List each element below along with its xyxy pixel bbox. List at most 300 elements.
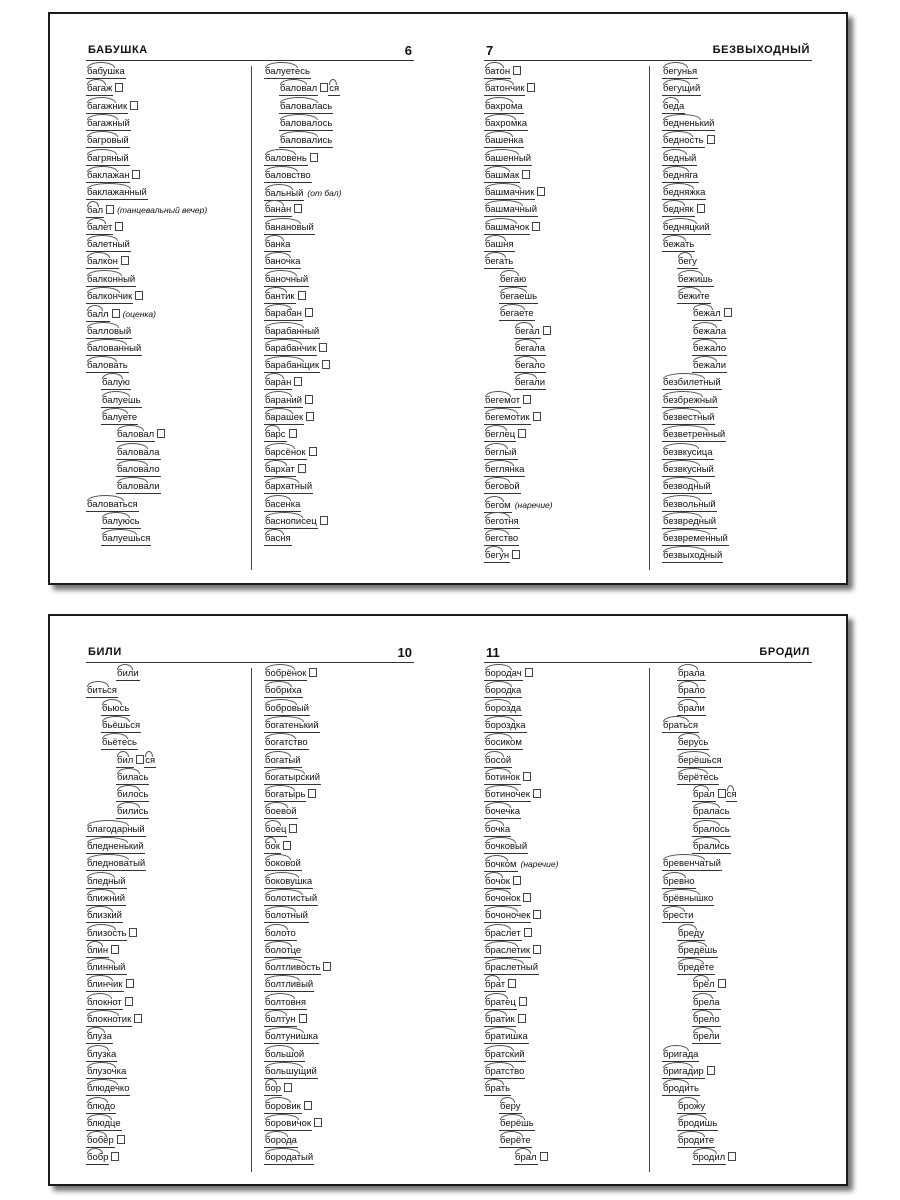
word-entry bbox=[484, 447, 518, 460]
word-text: билось bbox=[117, 789, 149, 801]
word-text: башмак bbox=[485, 169, 520, 181]
word-text: балкон bbox=[87, 256, 118, 268]
word-text: банка bbox=[265, 239, 291, 250]
word-text: бобёр bbox=[87, 1135, 114, 1147]
word-text: бледный bbox=[87, 875, 126, 887]
word-entry bbox=[662, 83, 701, 96]
word-entry bbox=[116, 772, 149, 785]
word-entry bbox=[264, 256, 301, 269]
word-text: брёвнышко bbox=[663, 892, 714, 904]
word-text: болтунишка bbox=[265, 1031, 319, 1043]
word-entry bbox=[677, 274, 714, 287]
null-ending-box bbox=[523, 893, 531, 902]
word-entry bbox=[86, 170, 140, 183]
word-entry bbox=[101, 377, 131, 390]
word-entry bbox=[662, 377, 722, 390]
null-ending-box bbox=[126, 979, 134, 988]
word-entry bbox=[279, 135, 333, 148]
word-text: ботинок bbox=[485, 771, 520, 783]
null-ending-box bbox=[322, 360, 330, 369]
word-text: бор bbox=[265, 1083, 282, 1095]
word-text: бежал bbox=[693, 308, 721, 320]
word-text: бородач bbox=[485, 668, 522, 679]
word-text: блузочка bbox=[87, 1065, 127, 1077]
word-text: баночка bbox=[265, 256, 301, 268]
word-entry bbox=[662, 720, 699, 733]
word-entry bbox=[86, 118, 131, 131]
page-right bbox=[484, 645, 812, 1164]
word-text: боровик bbox=[265, 1100, 301, 1112]
word-entry bbox=[116, 668, 140, 681]
word-entry bbox=[86, 962, 127, 975]
word-text: барабанный bbox=[265, 325, 320, 337]
word-entry bbox=[677, 668, 706, 681]
word-text: боковушка bbox=[265, 875, 313, 887]
word-entry bbox=[514, 343, 546, 356]
word-text: бегущий bbox=[663, 83, 701, 95]
null-ending-box bbox=[728, 1152, 736, 1161]
word-text: блинный bbox=[87, 962, 126, 974]
word-entry bbox=[264, 737, 309, 750]
null-ending-box bbox=[106, 205, 114, 214]
word-entry bbox=[264, 1014, 307, 1027]
word-entry bbox=[86, 841, 145, 854]
word-entry bbox=[662, 170, 699, 183]
word-text: брали bbox=[678, 702, 705, 714]
word-entry bbox=[264, 1066, 318, 1079]
word-text: башенка bbox=[485, 135, 524, 147]
word-entry bbox=[484, 1031, 529, 1044]
word-text: бородатый bbox=[265, 1152, 314, 1164]
word-text: большой bbox=[265, 1048, 305, 1060]
word-entry bbox=[484, 222, 540, 235]
word-text: безвкусица bbox=[663, 446, 713, 458]
word-entry bbox=[484, 395, 531, 408]
word-text: брало bbox=[678, 685, 705, 697]
null-ending-box bbox=[718, 789, 726, 798]
word-entry bbox=[677, 928, 705, 941]
page-header bbox=[86, 646, 414, 663]
word-entry bbox=[662, 429, 726, 442]
postfix-text: ся bbox=[145, 754, 156, 766]
word-entry bbox=[692, 789, 737, 802]
null-ending-box bbox=[707, 135, 715, 144]
null-ending-box bbox=[527, 83, 535, 92]
word-text: болотце bbox=[265, 944, 302, 956]
word-entry bbox=[264, 533, 292, 546]
word-entry bbox=[264, 204, 302, 217]
word-entry bbox=[86, 1066, 127, 1079]
word-entry bbox=[662, 395, 718, 408]
dictionary-spread-bottom bbox=[48, 614, 848, 1186]
null-ending-box bbox=[532, 222, 540, 231]
word-entry bbox=[264, 945, 302, 958]
word-entry bbox=[662, 464, 715, 477]
word-text: ближний bbox=[87, 892, 126, 904]
word-entry bbox=[692, 326, 727, 339]
word-text: бежите bbox=[678, 290, 710, 302]
word-text: бегало bbox=[515, 360, 546, 372]
null-ending-box bbox=[132, 170, 140, 179]
word-text: бродишь bbox=[678, 1117, 718, 1129]
word-note: (наречие) bbox=[520, 859, 559, 870]
word-text: бегом bbox=[485, 499, 511, 511]
word-entry bbox=[499, 1118, 535, 1131]
word-text: брела bbox=[693, 996, 720, 1008]
word-entry bbox=[279, 118, 333, 131]
null-ending-box bbox=[309, 447, 317, 456]
word-text: бал bbox=[87, 205, 104, 217]
word-entry bbox=[484, 1049, 526, 1062]
word-entry bbox=[662, 1083, 700, 1096]
word-text: бобровый bbox=[265, 702, 309, 714]
null-ending-box bbox=[525, 668, 533, 677]
word-text: беда bbox=[663, 100, 685, 112]
word-text: билась bbox=[117, 771, 149, 783]
null-ending-box bbox=[112, 309, 120, 318]
word-text: багряный bbox=[87, 152, 129, 164]
word-text: брёл bbox=[693, 979, 715, 991]
word-entry bbox=[86, 893, 126, 906]
word-entry bbox=[86, 997, 133, 1010]
word-entry bbox=[662, 516, 717, 529]
word-entry bbox=[662, 893, 714, 906]
word-text: босой bbox=[485, 754, 512, 766]
word-text: болтливость bbox=[265, 962, 321, 974]
word-entry bbox=[101, 516, 141, 529]
word-entry bbox=[499, 291, 538, 304]
word-entry bbox=[264, 1101, 312, 1114]
null-ending-box bbox=[305, 395, 313, 404]
word-text: безвольный bbox=[663, 498, 716, 510]
word-entry bbox=[662, 858, 722, 871]
word-text: балуешься bbox=[102, 533, 151, 545]
word-text: башня bbox=[485, 239, 514, 250]
word-text: бредёте bbox=[678, 962, 715, 974]
word-entry bbox=[101, 720, 141, 733]
word-entry bbox=[484, 533, 519, 546]
word-text: брести bbox=[663, 910, 694, 922]
word-text: басенка bbox=[265, 498, 301, 510]
word-text: богатенький bbox=[265, 719, 319, 731]
word-entry bbox=[662, 135, 715, 148]
word-text: болото bbox=[265, 927, 296, 939]
word-entry bbox=[484, 720, 527, 733]
word-entry bbox=[514, 360, 546, 373]
word-text: беглый bbox=[485, 446, 517, 458]
word-entry bbox=[662, 481, 712, 494]
word-text: безвыходный bbox=[663, 550, 723, 562]
word-text: богатый bbox=[265, 754, 301, 766]
null-ending-box bbox=[533, 910, 541, 919]
word-entry bbox=[692, 308, 732, 321]
word-note: (наречие) bbox=[514, 499, 553, 510]
word-text: барабанщик bbox=[265, 360, 320, 372]
word-entry bbox=[264, 1135, 298, 1148]
word-text: бреду bbox=[678, 927, 705, 939]
word-text: бочковый bbox=[485, 841, 528, 852]
word-entry bbox=[264, 979, 314, 992]
word-text: босиком bbox=[485, 737, 522, 749]
word-entry bbox=[86, 83, 123, 96]
word-entry bbox=[86, 945, 119, 958]
page-header bbox=[86, 44, 414, 61]
word-text: боковой bbox=[265, 858, 301, 870]
word-text: биться bbox=[87, 685, 117, 697]
word-entry bbox=[677, 1135, 715, 1148]
word-text: брат bbox=[485, 979, 506, 991]
running-headword: БАБУШКА bbox=[88, 44, 148, 56]
word-entry bbox=[499, 308, 535, 321]
word-text: бедняга bbox=[663, 169, 698, 181]
word-entry bbox=[86, 256, 129, 269]
word-entry bbox=[484, 499, 553, 513]
null-ending-box bbox=[284, 1083, 292, 1092]
word-entry bbox=[264, 481, 313, 494]
word-text: бил bbox=[117, 754, 134, 766]
word-entry bbox=[86, 66, 126, 79]
word-entry bbox=[662, 153, 697, 166]
word-text: братик bbox=[485, 1014, 515, 1025]
null-ending-box bbox=[289, 824, 297, 833]
word-text: бочонок bbox=[485, 892, 521, 904]
word-text: бахрома bbox=[485, 100, 523, 112]
word-text: боец bbox=[265, 823, 287, 835]
page-number: 7 bbox=[486, 43, 494, 58]
word-text: брать bbox=[485, 1083, 511, 1095]
word-entry bbox=[264, 153, 318, 166]
word-entry bbox=[116, 429, 165, 442]
word-text: бегали bbox=[515, 377, 546, 389]
word-entry bbox=[101, 703, 130, 716]
word-entry bbox=[484, 893, 531, 906]
word-entry bbox=[499, 1135, 532, 1148]
word-text: били bbox=[117, 668, 139, 679]
word-entry bbox=[484, 153, 532, 166]
word-text: брал bbox=[693, 789, 715, 801]
word-entry bbox=[484, 412, 541, 425]
word-entry bbox=[662, 66, 698, 79]
word-text: бежать bbox=[663, 239, 695, 250]
running-headword: БИЛИ bbox=[88, 646, 122, 658]
word-text: бархатный bbox=[265, 481, 313, 493]
word-entry bbox=[484, 481, 521, 494]
word-entry bbox=[692, 1152, 736, 1165]
word-text: блюдце bbox=[87, 1117, 121, 1129]
word-entry bbox=[264, 274, 309, 287]
word-text: братство bbox=[485, 1065, 525, 1077]
word-entry bbox=[264, 1031, 319, 1044]
null-ending-box bbox=[298, 464, 306, 473]
word-text: бригада bbox=[663, 1048, 699, 1060]
word-entry bbox=[264, 928, 297, 941]
word-entry bbox=[86, 204, 207, 218]
word-text: болтливый bbox=[265, 979, 314, 991]
word-text: басня bbox=[265, 533, 291, 545]
word-entry bbox=[86, 979, 134, 992]
word-entry bbox=[692, 841, 731, 854]
word-entry bbox=[677, 962, 715, 975]
word-text: бегство bbox=[485, 533, 519, 545]
word-entry bbox=[264, 858, 302, 871]
word-text: балконный bbox=[87, 273, 136, 285]
word-text: бегемотик bbox=[485, 412, 530, 423]
word-entry bbox=[662, 118, 715, 131]
word-text: бараний bbox=[265, 394, 302, 406]
word-text: брели bbox=[693, 1031, 720, 1043]
word-text: блуза bbox=[87, 1031, 112, 1043]
word-text: берёте bbox=[500, 1135, 531, 1147]
word-text: баклажанный bbox=[87, 187, 147, 199]
word-text: балл bbox=[87, 309, 109, 321]
word-text: блинчик bbox=[87, 979, 123, 991]
word-text: баснописец bbox=[265, 515, 317, 527]
word-entry bbox=[662, 876, 696, 889]
page-header bbox=[484, 44, 812, 61]
word-text: безбрежный bbox=[663, 394, 718, 406]
word-text: баловались bbox=[280, 135, 333, 147]
word-entry bbox=[677, 772, 719, 785]
word-text: багажный bbox=[87, 117, 130, 129]
word-text: брались bbox=[693, 841, 730, 852]
word-entry bbox=[662, 499, 717, 512]
word-entry bbox=[484, 1014, 526, 1027]
word-entry bbox=[662, 412, 715, 425]
word-text: бежали bbox=[693, 360, 726, 372]
word-text: балетный bbox=[87, 239, 130, 250]
word-entry bbox=[86, 153, 130, 166]
postfix-text: ся bbox=[329, 83, 340, 95]
null-ending-box bbox=[533, 789, 541, 798]
word-text: безвкусный bbox=[663, 463, 714, 475]
null-ending-box bbox=[157, 429, 165, 438]
word-text: баловать bbox=[87, 360, 128, 372]
null-ending-box bbox=[512, 550, 520, 559]
word-entry bbox=[264, 170, 312, 183]
word-text: батон bbox=[485, 66, 511, 77]
page-left bbox=[86, 645, 414, 1164]
word-entry bbox=[264, 516, 328, 529]
word-text: бегать bbox=[485, 256, 514, 268]
word-text: балую bbox=[102, 377, 130, 389]
word-entry bbox=[484, 962, 539, 975]
word-text: батончик bbox=[485, 83, 525, 95]
word-text: баловали bbox=[117, 481, 160, 493]
word-text: борода bbox=[265, 1135, 297, 1147]
word-text: борозда bbox=[485, 702, 522, 714]
word-text: братишка bbox=[485, 1031, 528, 1043]
word-text: беглянка bbox=[485, 463, 525, 475]
word-text: баночный bbox=[265, 273, 309, 285]
page-number: 6 bbox=[404, 43, 412, 58]
word-entry bbox=[484, 806, 521, 819]
null-ending-box bbox=[111, 1152, 119, 1161]
word-entry bbox=[499, 1101, 522, 1114]
word-entry bbox=[662, 204, 705, 217]
word-text: баловалась bbox=[280, 100, 333, 112]
word-text: близость bbox=[87, 927, 127, 939]
null-ending-box bbox=[540, 1152, 548, 1161]
word-entry bbox=[264, 910, 309, 923]
word-entry bbox=[484, 187, 545, 200]
word-entry bbox=[86, 239, 131, 252]
word-text: бледненький bbox=[87, 841, 144, 852]
word-text: бегунья bbox=[663, 66, 698, 77]
word-entry bbox=[484, 429, 526, 442]
word-text: браслет bbox=[485, 927, 521, 939]
word-entry bbox=[264, 841, 291, 854]
null-ending-box bbox=[320, 83, 328, 92]
null-ending-box bbox=[320, 516, 328, 525]
word-entry bbox=[677, 737, 709, 750]
word-text: ботиночек bbox=[485, 789, 530, 801]
word-entry bbox=[662, 187, 706, 200]
word-text: большущий bbox=[265, 1065, 317, 1077]
word-entry bbox=[264, 1049, 305, 1062]
word-text: башмачный bbox=[485, 204, 538, 216]
word-entry bbox=[116, 789, 149, 802]
word-text: балловый bbox=[87, 325, 132, 337]
null-ending-box bbox=[298, 291, 306, 300]
word-text: багажник bbox=[87, 100, 128, 112]
word-text: бегал bbox=[515, 325, 540, 337]
word-text: бьёшься bbox=[102, 719, 141, 731]
word-text: беготня bbox=[485, 515, 519, 527]
word-entry bbox=[484, 685, 522, 698]
word-entry bbox=[86, 876, 127, 889]
word-entry bbox=[264, 789, 316, 802]
word-text: балованный bbox=[87, 342, 142, 354]
null-ending-box bbox=[135, 291, 143, 300]
word-entry bbox=[264, 326, 320, 339]
word-text: блюдечко bbox=[87, 1083, 130, 1095]
null-ending-box bbox=[543, 326, 551, 335]
word-entry bbox=[692, 1014, 721, 1027]
null-ending-box bbox=[308, 789, 316, 798]
word-entry bbox=[264, 806, 298, 819]
word-text: боевой bbox=[265, 806, 297, 818]
null-ending-box bbox=[117, 1135, 125, 1144]
word-text: бородка bbox=[485, 685, 522, 697]
word-entry bbox=[484, 101, 524, 114]
word-text: баловаться bbox=[87, 498, 138, 510]
word-text: башенный bbox=[485, 152, 532, 164]
null-ending-box bbox=[134, 1014, 142, 1023]
page-header bbox=[484, 646, 812, 663]
word-entry bbox=[484, 858, 558, 872]
word-text: барабанчик bbox=[265, 342, 317, 354]
word-text: бродите bbox=[678, 1135, 715, 1147]
word-text: брал bbox=[515, 1152, 537, 1164]
word-text: барс bbox=[265, 429, 286, 441]
word-text: багаж bbox=[87, 83, 113, 95]
word-text: банановый bbox=[265, 221, 314, 233]
word-text: бочком bbox=[485, 859, 517, 871]
word-text: бедняжка bbox=[663, 187, 706, 199]
word-entry bbox=[86, 274, 136, 287]
null-ending-box bbox=[533, 945, 541, 954]
word-note: (оценка) bbox=[122, 309, 156, 320]
word-entry bbox=[264, 720, 320, 733]
word-text: баловал bbox=[280, 83, 318, 95]
word-entry bbox=[484, 83, 535, 96]
word-text: безбилетный bbox=[663, 377, 721, 389]
null-ending-box bbox=[283, 841, 291, 850]
word-entry bbox=[692, 806, 731, 819]
word-text: благодарный bbox=[87, 823, 145, 835]
word-entry bbox=[677, 685, 706, 698]
word-entry bbox=[484, 876, 521, 889]
